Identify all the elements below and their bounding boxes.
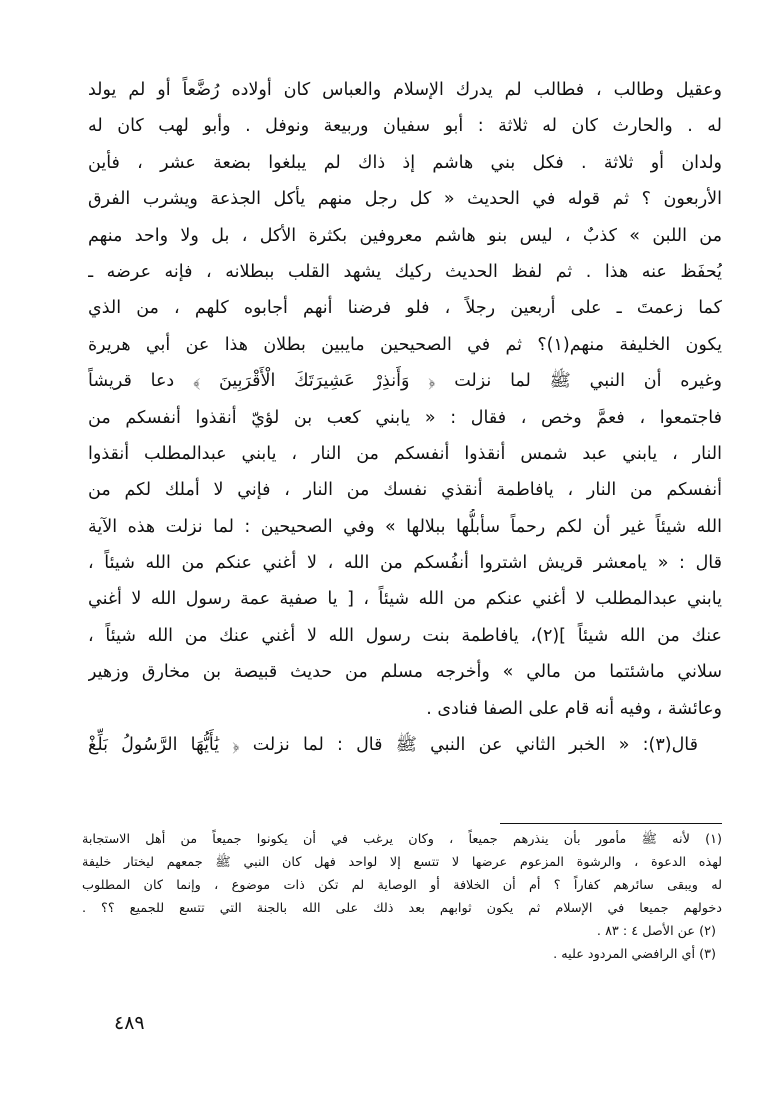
- text-line: سلاني ماشئتما من مالي » وأخرجه مسلم من حديث قبيصة بن مخارق وزهير: [88, 662, 722, 683]
- footnote-line: دخولهم جميعا في الإسلام ثم يكون ثوابهم بعد ذلك على الله بالجنة التي تتسع للجميع ؟؟ .: [82, 901, 722, 916]
- text-line: الأربعون ؟ ثم قوله في الحديث « كل رجل منهم يأكل الجذعة ويشرب الفرق: [88, 189, 722, 210]
- main-text: [88, 72, 722, 763]
- text-line: عنك من الله شيئاً ](٢)، يافاطمة بنت رسول الله لا أغني عنك من الله شيئاً ،: [88, 625, 722, 646]
- text-line: يُحفَظ عنه هذا . ثم لفظ الحديث ركيك يشهد القلب ببطلانه ، فإنه عرضه ـ: [88, 261, 722, 282]
- text-line: له . والحارث كان له ثلاثة : أبو سفيان وربيعة ونوفل . وأبو لهب كان له: [88, 116, 722, 137]
- footnotes: [82, 828, 722, 966]
- footnote-line: (١) لأنه ﷺ مأمور بأن ينذرهم جميعاً ، وكان يرغب في أن يكونوا جميعاً من أهل الاستجابة: [82, 832, 722, 847]
- text-line: النار ، يابني عبد شمس أنقذوا أنفسكم من النار ، يابني عبدالمطلب أنقذوا: [88, 443, 722, 464]
- text-line: ولدان أو ثلاثة . فكل بني هاشم إذ ذاك لم يبلغوا بضعة عشر ، فأين: [88, 152, 722, 173]
- text-line: كما زعمتَ ـ على أربعين رجلاً ، فلو فرضنا أنهم أجابوه كلهم ، من الذي: [88, 298, 722, 319]
- text-line: أنفسكم من النار ، يافاطمة أنقذي نفسك من النار ، فإني لا أملك لكم من: [88, 480, 722, 501]
- text-line: الله شيئاً غير أن لكم رحماً سأبلُّها ببلالها » وفي الصحيحين : لما نزلت هذه الآية: [88, 516, 722, 537]
- footnote-line: (٣) أي الرافضي المردود عليه .: [553, 947, 716, 962]
- footnote-line: له ويبقى سائرهم كفاراً ؟ أم أن الخلافة أو الوصاية لم تكن ذات موضوع ، وإنما كان المطلوب: [82, 878, 722, 893]
- text-line: وعائشة ، وفيه أنه قام على الصفا فنادى .: [426, 698, 722, 719]
- text-line: فاجتمعوا ، فعمَّ وخص ، فقال : « يابني كعب بن لؤيّ أنقذوا أنفسكم من: [88, 407, 722, 428]
- page-number: ٤٨٩: [114, 1012, 145, 1034]
- text-line: قال(٣): « الخبر الثاني عن النبي ﷺ قال : لما نزلت ﴿ يَٰأَيُّهَا الرَّسُولُ بَلِّغْ: [88, 735, 698, 756]
- text-line: من اللبن » كذبٌ ، ليس بنو هاشم معروفين بكثرة الأكل ، بل ولا واحد منهم: [88, 225, 722, 246]
- text-line: وغيره أن النبي ﷺ لما نزلت ﴿ وَأَنذِرْ عَشِيرَتَكَ الْأَقْرَبِينَ ﴾ دعا قريشاً: [88, 371, 722, 392]
- text-line: يابني عبدالمطلب لا أغني عنكم من الله شيئاً ، [ يا صفية عمة رسول الله لا أغني: [88, 589, 722, 610]
- footnote-line: (٢) عن الأصل ٤ : ٨٣ .: [596, 924, 716, 939]
- footnote-line: لهذه الدعوة ، والرشوة المزعوم عرضها لا تتسع إلا لواحد فهل كان النبي ﷺ جمعهم ليختار خليفة: [82, 855, 722, 870]
- footnote-divider: [500, 823, 722, 824]
- text-line: يكون الخليفة منهم(١)؟ ثم في الصحيحين مايبين بطلان هذا عن أبي هريرة: [88, 334, 722, 355]
- text-line: وعقيل وطالب ، فطالب لم يدرك الإسلام والعباس كان أولاده رُضَّعاً أو لم يولد: [88, 80, 722, 100]
- text-line: قال : « يامعشر قريش اشتروا أنفُسكم من الله ، لا أغني عنكم من الله شيئاً ،: [88, 553, 722, 574]
